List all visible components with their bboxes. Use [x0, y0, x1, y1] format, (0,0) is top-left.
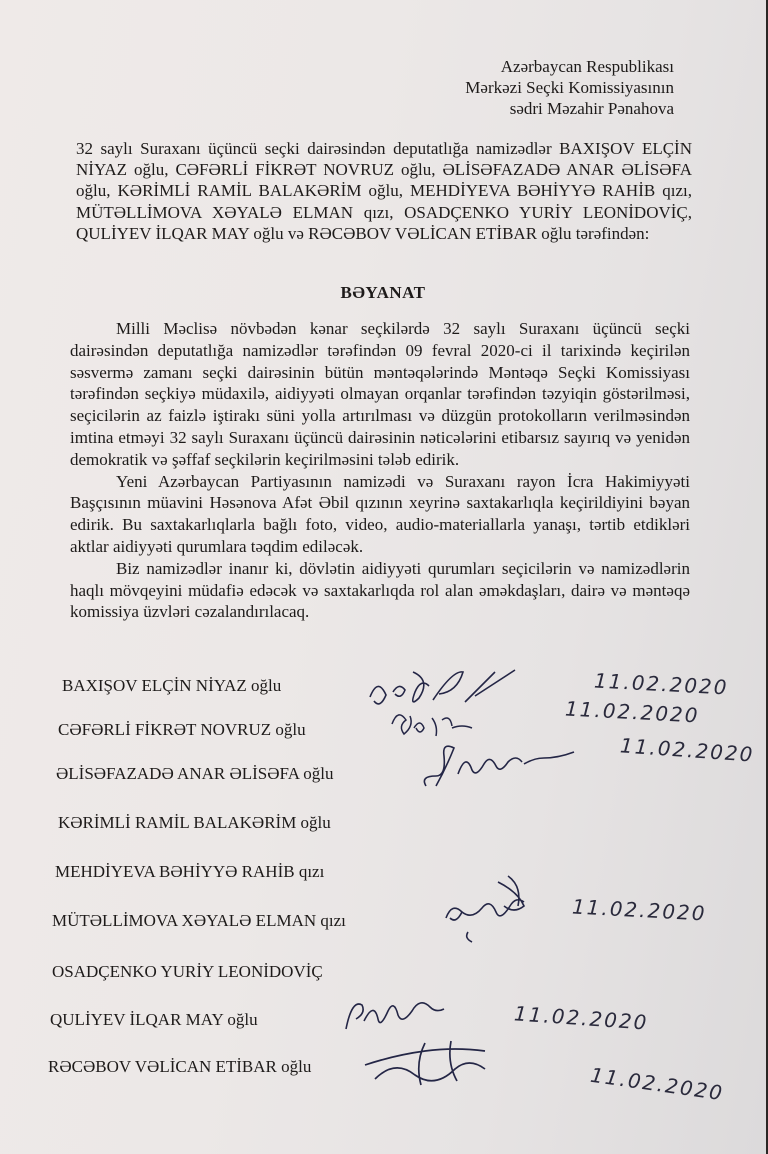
signer-name-2: CƏFƏRLİ FİKRƏT NOVRUZ oğlu: [58, 720, 306, 739]
signer-name-5: MEHDİYEVA BƏHİYYƏ RAHİB qızı: [55, 862, 325, 881]
signature-9: [355, 1035, 515, 1095]
signer-name-1: BAXIŞOV ELÇİN NİYAZ oğlu: [62, 676, 282, 695]
intro-paragraph: 32 saylı Suraxanı üçüncü seçki dairəsindən deputatlığa namizədlər BAXIŞOV ELÇİN NİYAZ oğlu, CƏFƏRLİ FİKRƏT NOVRUZ oğlu, ƏLİSƏFAZADƏ ANAR ƏLİSƏFA oğlu, KƏRİMLİ RAMİL BALAKƏRİM oğlu, MEHDİYEVA BƏHİYYƏ RAHİB qızı, MÜTƏLLİMOVA XƏYALƏ ELMAN qızı, OSADÇENKO YURİY LEONİDOVİÇ, QULİYEV İLQAR MAY oğlu və RƏCƏBOV VƏLİCAN ETİBAR oğlu tərəfindən:: [76, 139, 692, 243]
signature-date-2: 11.02.2020: [564, 696, 701, 728]
signature-3: [418, 738, 608, 798]
signature-date-9: 11.02.2020: [588, 1062, 726, 1106]
signer-name-8: QULİYEV İLQAR MAY oğlu: [50, 1010, 258, 1029]
paragraph-3: Biz namizədlər inanır ki, dövlətin aidiyyəti qurumları seçicilərin və namizədlərin haqlı mövqeyini müdafiə edəcək və saxtakarlıqda rol alan əməkdaşları, dairə və məntəqə komissiya üzvləri cəzalandırılacaq.: [70, 558, 690, 622]
statement-body: [70, 318, 690, 623]
signer-name-3: ƏLİSƏFAZADƏ ANAR ƏLİSƏFA oğlu: [56, 764, 334, 783]
signature-date-8: 11.02.2020: [513, 1001, 650, 1035]
addressee-line-2: Mərkəzi Seçki Komissiyasının: [465, 78, 674, 97]
signer-name-7: OSADÇENKO YURİY LEONİDOVİÇ: [52, 962, 323, 981]
signature-date-3: 11.02.2020: [619, 733, 756, 767]
signature-6: [438, 872, 568, 948]
paragraph-2: Yeni Azərbaycan Partiyasının namizədi və Suraxanı rayon İcra Hakimiyyəti Başçısının müavini Həsənova Afət Əbil qızının xeyrinə saxtakarlıqla keçirildiyini bəyan edirik. Bu saxtakarlıqlarla bağlı foto, video, audio-materiallarla yanaşı, tərtib etdikləri aktlar aidiyyəti qurumlara təqdim ediləcək.: [70, 471, 690, 556]
signature-date-6: 11.02.2020: [571, 894, 708, 926]
signature-date-1: 11.02.2020: [593, 668, 730, 700]
signer-name-4: KƏRİMLİ RAMİL BALAKƏRİM oğlu: [58, 813, 331, 832]
document-title: BƏYANAT: [340, 283, 426, 302]
addressee-block: [465, 56, 674, 119]
addressee-line-3: sədri Məzahir Pənahova: [509, 99, 674, 118]
signer-name-6: MÜTƏLLİMOVA XƏYALƏ ELMAN qızı: [52, 911, 346, 930]
addressee-line-1: Azərbaycan Respublikası: [500, 57, 674, 76]
paragraph-1: Milli Məclisə növbədən kənar seçkilərdə 32 saylı Suraxanı üçüncü seçki dairəsindən deputatlığa namizədlər tərəfindən 09 fevral 2020-ci il tarixində keçirilən səsvermə zamanı seçki dairəsinin bütün məntəqələrində Məntəqə Seçki Komissiyası tərəfindən seçkiyə müdaxilə, aidiyyəti olmayan orqanlar tərəfindən təzyiqin göstərilməsi, seçicilərin az faizlə iştirakı süni yolla artırılması və düzgün protokolların verilməsindən imtina etməyi 32 saylı Suraxanı üçüncü dairəsinin nəticələrini etibarsız sayırıq və yenidən demokratik və şəffaf seçkilərin keçirilməsini tələb edirik.: [70, 319, 690, 469]
signer-name-9: RƏCƏBOV VƏLİCAN ETİBAR oğlu: [48, 1057, 312, 1076]
